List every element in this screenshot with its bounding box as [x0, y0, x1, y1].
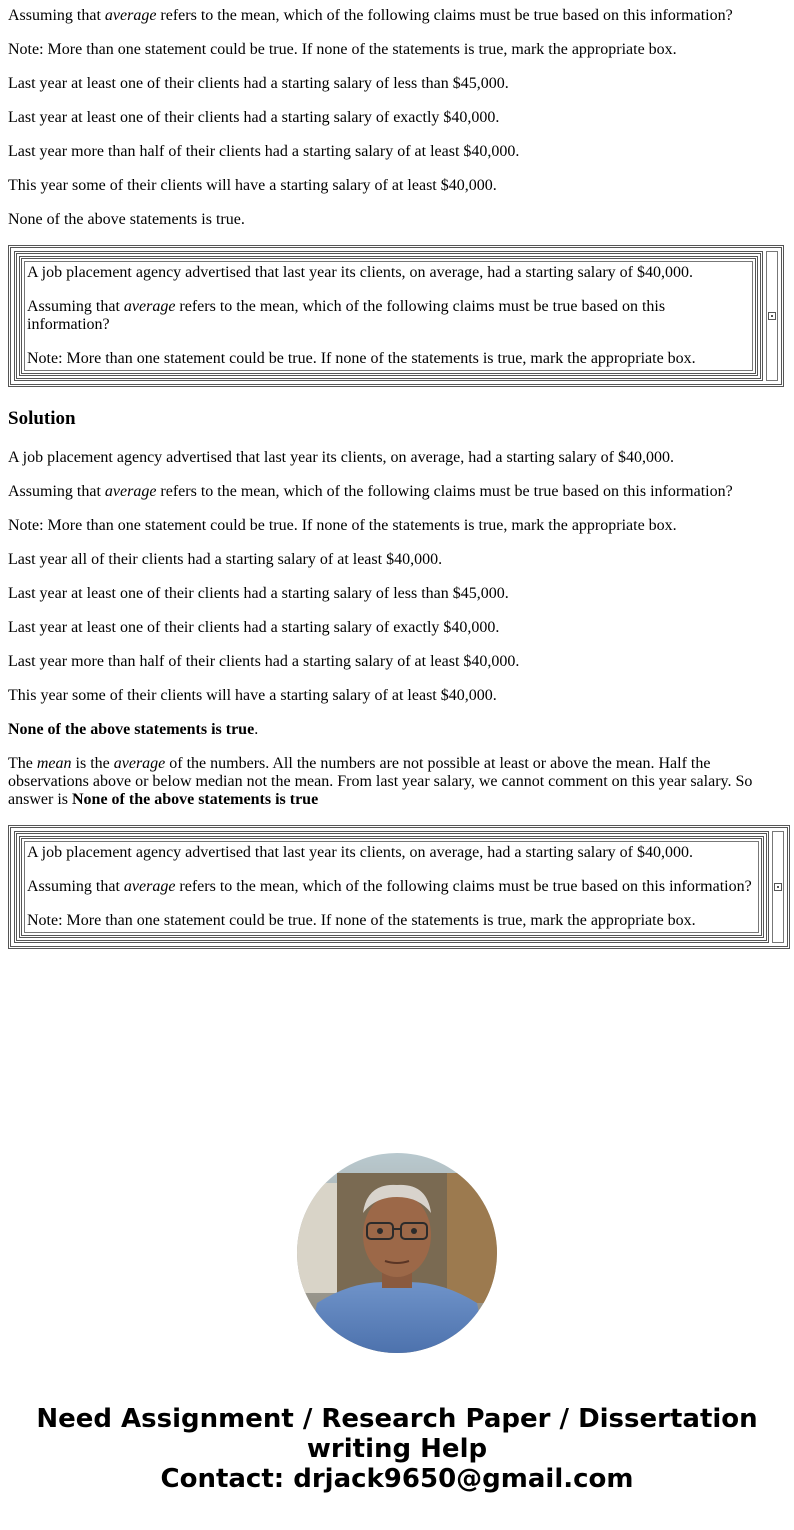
option-item: Last year at least one of their clients had a starting salary of less than $45,000. — [8, 75, 509, 92]
solution-assuming: Assuming that average refers to the mean, which of the following claims must be true based on this information? — [8, 483, 733, 500]
solution-intro: A job placement agency advertised that last year its clients, on average, had a starting salary of $40,000. — [8, 449, 674, 466]
box-note-line: Note: More than one statement could be true. If none of the statements is true, mark the appropriate box. — [27, 912, 696, 929]
avatar — [297, 1153, 497, 1353]
solution-option: Last year at least one of their clients had a starting salary of less than $45,000. — [8, 585, 509, 602]
ad-contact[interactable]: Contact: drjack9650@gmail.com — [160, 1464, 634, 1494]
expand-cell[interactable] — [772, 831, 784, 943]
solution-option: This year some of their clients will have a starting salary of at least $40,000. — [8, 687, 497, 704]
option-item: This year some of their clients will have a starting salary of at least $40,000. — [8, 177, 497, 194]
box-assuming-line: Assuming that average refers to the mean, which of the following claims must be true based on this information? — [27, 298, 666, 333]
question-note: Note: More than one statement could be true. If none of the statements is true, mark the appropriate box. — [8, 41, 677, 58]
expand-icon[interactable] — [768, 312, 776, 320]
expand-icon[interactable] — [774, 883, 782, 891]
question-box — [8, 245, 784, 387]
expand-cell[interactable] — [766, 251, 778, 381]
solution-explanation: The mean is the average of the numbers. All the numbers are not possible at least or above the mean. Half the observations above or below median not the mean. From last year salary, we cannot comment on this year salary. So answer is None of the above statements is true — [8, 755, 753, 808]
ad-line: writing Help — [306, 1434, 488, 1464]
question-box — [8, 825, 790, 949]
option-item: Last year at least one of their clients had a starting salary of exactly $40,000. — [8, 109, 500, 126]
ad-line: Need Assignment / Research Paper / Dissertation — [36, 1404, 758, 1434]
solution-option: Last year more than half of their clients had a starting salary of at least $40,000. — [8, 653, 520, 670]
solution-option: Last year all of their clients had a starting salary of at least $40,000. — [8, 551, 443, 568]
ad-banner — [0, 1404, 794, 1494]
option-item: Last year more than half of their clients had a starting salary of at least $40,000. — [8, 143, 520, 160]
option-item: None of the above statements is true. — [8, 211, 245, 228]
solution-answer: None of the above statements is true. — [8, 721, 259, 738]
solution-heading: Solution — [8, 408, 76, 429]
box-question-line: A job placement agency advertised that last year its clients, on average, had a starting salary of $40,000. — [27, 844, 693, 861]
avatar-photo-icon — [297, 1153, 497, 1353]
solution-option: Last year at least one of their clients had a starting salary of exactly $40,000. — [8, 619, 500, 636]
document — [0, 7, 794, 949]
box-note-line: Note: More than one statement could be true. If none of the statements is true, mark the appropriate box. — [27, 350, 696, 367]
question-assuming: Assuming that average refers to the mean, which of the following claims must be true based on this information? — [8, 7, 733, 24]
box-assuming-line: Assuming that average refers to the mean, which of the following claims must be true based on this information? — [27, 878, 752, 895]
solution-note: Note: More than one statement could be true. If none of the statements is true, mark the appropriate box. — [8, 517, 677, 534]
box-question-line: A job placement agency advertised that last year its clients, on average, had a starting salary of $40,000. — [27, 264, 693, 281]
